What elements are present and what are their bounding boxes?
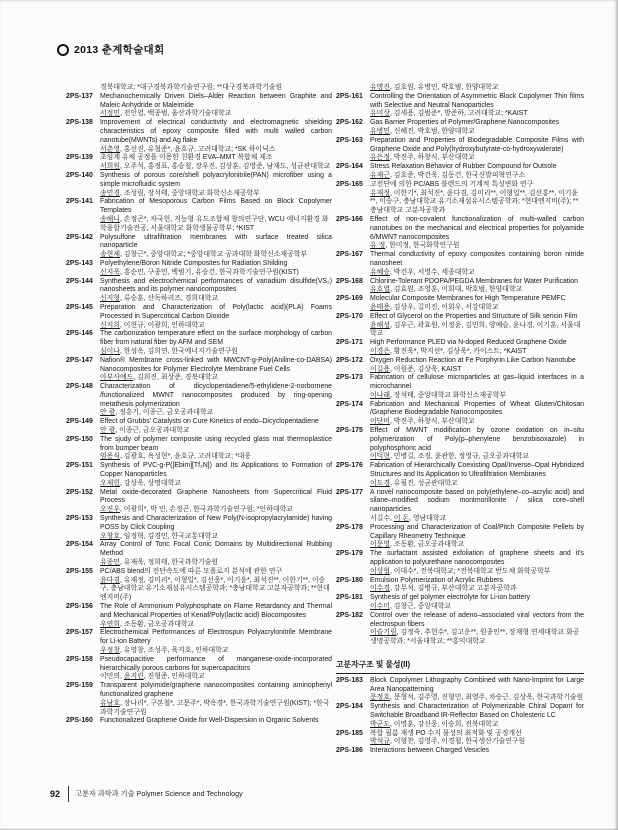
program-entry [66, 84, 332, 93]
entry-title: Nafion® Membrane cross-linked with MWCNT-g-Poly(Aniline-co-DABSA) Nanocomposites for Polymer Electrolyte Membrane Fuel Cells [100, 356, 332, 373]
program-entry [66, 330, 332, 356]
entry-code: 2PS-150 [66, 435, 93, 443]
entry-authors: 이문영, 조동환, 금오공과대학교 [370, 541, 465, 549]
entry-title: Fabrication and Mechanical Properties of Wheat Gluten/Chitosan /Graphene Biodegradable Nanocomposites [370, 400, 584, 417]
entry-code: 2PS-147 [66, 356, 93, 364]
entry-body [370, 137, 584, 163]
entry-title: Synthesis of PVC-g-P([Ebim][Tf₂N]) and Its Applications to Formation of Copper Nanoparticles [100, 462, 332, 479]
journal-title: 고분자 과학과 기술 Polymer Science and Technology [75, 789, 243, 798]
entry-code: 2PS-166 [336, 215, 363, 223]
entry-title: 고전단에 의한 PC/ABS 블렌드의 기계적 특성변화 연구 [370, 180, 534, 188]
entry-body [370, 181, 584, 216]
entry-body [100, 154, 332, 172]
program-column-right [336, 84, 584, 756]
section-title: 고분자구조 및 물성(II) [336, 660, 411, 669]
entry-authors: 윤해성, 김우근, 곽효원, 이정윤, 김민희, 양예슬, 윤나경, 이기훈, 서울대학교 [370, 321, 581, 338]
entry-body [100, 84, 332, 93]
entry-authors: 오진우, 이광희*, 박 민, 손정곤, 한국과학기술연구원; *인하대학교 [100, 506, 293, 514]
program-entry [336, 163, 584, 181]
program-entry [336, 251, 584, 277]
entry-body [100, 330, 332, 356]
program-entry [66, 234, 332, 260]
entry-body [370, 295, 584, 313]
entry-title: Array Control of Toric Focal Conic Domains by Multidirectional Rubbing Method [100, 541, 332, 558]
entry-code: 2PS-160 [66, 717, 93, 725]
entry-title: Synthesis of porous core/shell polyacrylonitrile(PAN) microfiber using a simple microfluidic system [100, 171, 332, 188]
entry-title: Synthesis of gel polymer electrolyte for Li-ion battery [370, 594, 531, 602]
entry-code: 2PS-168 [336, 277, 363, 285]
entry-authors: 엄용식, 김광호, 옥성현*, 윤호규, 고려대학교; *대웅 [100, 453, 251, 461]
entry-body [370, 612, 584, 647]
entry-body [370, 462, 584, 488]
entry-code: 2PS-183 [336, 676, 363, 684]
entry-body [370, 374, 584, 400]
entry-body [370, 427, 584, 462]
program-entry [336, 181, 584, 216]
entry-code: 2PS-174 [336, 400, 363, 408]
entry-authors: 유은정, 박진주, 하창식, 부산대학교 [370, 154, 475, 162]
entry-body [100, 603, 332, 629]
entry-title: Fabrication of cellulose microparticles at gas–liquid interfaces in a microchannel [370, 374, 584, 391]
entry-code: 2PS-146 [66, 330, 93, 338]
entry-authors: 안 광, 정흥기, 이종근, 금오공과대학교 [100, 409, 214, 417]
entry-code: 2PS-185 [336, 729, 363, 737]
entry-authors: 송민경, 조성림, 장석태, 중앙대학교 화학신소재공학부 [100, 189, 260, 197]
entry-authors: 우정창, 유영창, 조성주, 육지호, 인하대학교 [100, 647, 229, 654]
entry-body [370, 747, 584, 756]
entry-title: The sjudy of polymer composite using recycled glass mat thermoplastice from bumper beam [100, 435, 332, 452]
entry-title: Controlling the Orientation of Asymmetric Block Copolymer Thin films with Selective and Neutral Nanoparticles [370, 92, 584, 109]
entry-title: 복합 필름 재생 PO 수지 물성의 최적화 및 공정개선 [370, 729, 522, 737]
entry-title: Control over the release of adeno–associated viral vectors from the electrospun fibers [370, 611, 584, 628]
entry-authors: 오제헌, 강상욱, 상명대학교 [100, 479, 181, 487]
entry-authors: 심이나, 한성옥, 김희연, 한국에너지기술연구원 [100, 347, 238, 355]
program-entry [66, 304, 332, 330]
entry-title: Effect of MWNT modification by ozone oxidation on in–situ polymerization of Poly(p–phenylene benzobisoxazole) in polyphosphoric acid [370, 427, 584, 452]
entry-title: The carbonization temperature effect on the surface morphology of carbon fiber from natural fiber by AFM and SEM [100, 330, 332, 347]
program-entry [336, 427, 584, 462]
entry-code: 2PS-164 [336, 163, 363, 171]
conference-bullet-icon [57, 44, 69, 56]
entry-authors: 서희원, 오주석, 홍정표, 홍승철, 장우진, 김상훈, 김영준, 남재도, 성균관대학교 [100, 163, 331, 171]
entry-authors: 이덕현, 민병길, 조징, 윤관한, 정영규, 금오공과대학교 [370, 453, 529, 461]
program-entry [336, 612, 584, 647]
program-entry [66, 682, 332, 717]
entry-authors: 유 정, 한미정, 한국화학연구원 [370, 242, 460, 250]
entry-authors: 유혜승, 박건우, 서영수, 세종대학교 [370, 268, 475, 276]
entry-title: High Performance PLED via N-doped Reduced Graphene Oxide [370, 339, 567, 347]
entry-authors: 신지형, 류승훈, 산독하리즈, 경희대학교 [100, 295, 218, 303]
entry-code: 2PS-180 [336, 576, 363, 584]
entry-title: Characterization of dicyclopentadiene/5-ethylidene-2-norbornene /functionalized MWNT nanocomposites produced by ring-opening metathesis polymerization [100, 383, 332, 408]
entry-body [370, 524, 584, 550]
program-column-left [66, 84, 332, 726]
program-entry [66, 515, 332, 541]
program-entry [336, 489, 584, 524]
entry-authors: 송현제, 김창근*, 중앙대학교; *중앙대학교 공과대학 화학신소재공학부 [100, 251, 308, 259]
footer-divider [68, 786, 69, 802]
entry-title: The surfactant assisted exfoliation of graphene sheets and it's application to polyurethane nanocomposites [370, 550, 584, 567]
entry-body [100, 304, 332, 330]
entry-authors: 유명진, 김호원, 유병민, 박호범, 한양대학교 [370, 84, 499, 91]
entry-code: 2PS-171 [336, 339, 363, 347]
entry-title: Synthesis and electrochemical performances of vanadium disulfide(VS₂) nanosheets and its polymer nanocomposites [100, 277, 332, 294]
program-entry [336, 137, 584, 163]
entry-code: 2PS-151 [66, 462, 93, 470]
entry-code: 2PS-165 [336, 180, 363, 188]
entry-title: Fabrication of Hierarchically Coexisting Opal/Inverse–Opal Hybridized Structures and Its Application to Ultrafiltration Membranes [370, 462, 584, 479]
program-entry [336, 374, 584, 400]
program-entry [336, 357, 584, 375]
entry-authors: 이단비, 박진주, 하창식, 부산대학교 [370, 418, 475, 426]
entry-title: Stress Relaxation Behavior of Rubber Compound for Outsole [370, 163, 557, 171]
entry-body [370, 313, 584, 339]
entry-code: 2PS-186 [336, 747, 363, 755]
entry-body [100, 629, 332, 655]
program-entry [336, 313, 584, 339]
entry-title: Interactions between Charged Vesicles [370, 747, 490, 755]
program-entry [336, 703, 584, 729]
entry-body [370, 703, 584, 729]
entry-code: 2PS-172 [336, 356, 363, 364]
entry-title: Functionalized Graphene Oxide for Well-Dispersion in Organic Solvents [100, 717, 319, 725]
entry-code: 2PS-154 [66, 541, 93, 549]
entry-code: 2PS-138 [66, 119, 93, 127]
program-entry [336, 401, 584, 427]
entry-title: The Role of Ammonium Polyphosphate on Flame Retardancy and Thermal and Mechanical Properties of Kenaf/Poly(lactic acid) Biocomposites [100, 603, 332, 619]
program-entry [336, 84, 584, 93]
program-entry [336, 524, 584, 550]
entry-title: Effect of non-covalent functionalization of multi-walled carbon nanotubes on the mechanical and electrical properties for polyamide 6/MWNT nanocomposites [370, 215, 584, 241]
program-entry [66, 436, 332, 462]
program-entry [336, 216, 584, 251]
entry-code: 2PS-173 [336, 374, 363, 382]
entry-code: 2PS-140 [66, 171, 93, 179]
entry-body [100, 489, 332, 515]
entry-title: Synthesis and Characterization of Polymerizable Chiral Dopant for Switchable Broadband IR-Reflector Based on Cholesteric LC [370, 703, 584, 719]
entry-title: Improvement of electrical conductivity and electromagnetic shielding characteristics of epoxy composite filled with multi walled carbon nanotube(MWNTs) and Ag flake [100, 119, 332, 144]
entry-code: 2PS-163 [336, 136, 363, 144]
entry-authors: 유병민, 신혜진, 박호범, 한양대학교 [370, 127, 475, 135]
program-entry [66, 278, 332, 304]
entry-code: 2PS-148 [66, 383, 93, 391]
entry-body [100, 541, 332, 567]
program-entry [336, 119, 584, 137]
entry-code: 2PS-179 [336, 550, 363, 558]
program-entry [66, 489, 332, 515]
page-footer [50, 786, 243, 802]
entry-title: Electrochemical Performances of Electrospun Polyacrylonitrile Membrane for Li-ion Battery [100, 629, 332, 646]
entry-authors: 윤태용, 김상우, 길미진, 이회우, 서강대학교 [370, 303, 499, 311]
entry-code: 2PS-156 [66, 603, 93, 611]
entry-authors: 박군도, 이명훈, 강신웅, 이승희, 전북대학교 [370, 720, 499, 728]
entry-authors: 유재정, 이한기*, 최석진*, 윤다겸, 김미리**, 이형일**, 김선홍**, 이기윤**, 이승구, 충남대학교 유기소재섬유시스템공학과; *현대엔지비(주); **충남대학교 고분자공학과 [370, 189, 579, 215]
entry-authors: 신지욱, 홍순민, 구종민, 백범기, 유승건, 한국과학기술연구원(KIST) [100, 268, 299, 276]
entry-code: 2PS-155 [66, 567, 93, 575]
entry-title: Polysulfone ultrafiltration membranes with surface treated silica nanoparticle [100, 233, 332, 250]
entry-code: 2PS-169 [336, 295, 363, 303]
entry-body [370, 339, 584, 357]
program-entry [66, 603, 332, 629]
entry-authors: 유미상, 김세용, 김범준*, 방준하, 고려대학교; *KAIST [370, 110, 528, 118]
entry-authors: 이길용, 이원준, 김상욱, KAIST [370, 365, 462, 373]
entry-code: 2PS-144 [66, 277, 93, 285]
entry-body [370, 594, 584, 612]
entry-authors: 이상협, 이대수*, 전북대학교; *전북대학교 반도체 화학공학부 [370, 567, 551, 575]
entry-code: 2PS-159 [66, 682, 93, 690]
entry-title: Metal oxide-decorated Graphene Nanosheets from Supercritical Fluid Process [100, 488, 332, 505]
entry-body [370, 550, 584, 576]
program-entry [336, 730, 584, 748]
entry-body [100, 172, 332, 198]
program-entry [66, 357, 332, 383]
entry-body [100, 119, 332, 154]
page-title: 2013 춘계학술대회 [74, 44, 165, 56]
entry-body [370, 163, 584, 181]
entry-body [370, 216, 584, 251]
entry-title: Effect of Grubbs' Catalysts on Cure Kinetics of endo–Dicyclopentadiene [100, 418, 319, 426]
entry-authors: 송해니, 손정곤*, 차국헌, 지능형 유도조합체 창의연구단, WCU 에너지환경 화학융합기술전공, 서울대학교 화학생물공학부; *KIST [100, 215, 329, 232]
entry-code: 2PS-167 [336, 251, 363, 259]
entry-title: Emulsion Polymerization of Acrylic Rubbers [370, 576, 503, 584]
entry-title: 초임계 유체 공정을 이용한 친환경 EVA–MMT 복합체 제조 [100, 154, 273, 162]
program-entry [336, 594, 584, 612]
entry-body [100, 93, 332, 119]
program-entry [66, 154, 332, 172]
entry-authors: 안 광, 이종근, 금오공과대학교 [100, 427, 190, 435]
program-entry [66, 656, 332, 682]
entry-body [100, 436, 332, 462]
entry-code: 2PS-139 [66, 154, 93, 162]
program-entry [336, 93, 584, 119]
entry-body [100, 260, 332, 278]
entry-title: Fabrication of Mesoporous Carbon Films Based on Block Copolymer Templates [100, 198, 332, 215]
entry-body [370, 677, 584, 703]
program-entry [66, 172, 332, 198]
entry-title: Preparation and Characterization of Poly(lactic acid)(PLA) Foams Processed in Supercritical Carbon Dioxide [100, 303, 332, 320]
entry-title: Molecular Composite Membranes for High Temperature PEMFC [370, 295, 566, 303]
entry-body [370, 577, 584, 595]
entry-body [100, 682, 332, 717]
entry-authors: 이민의, 윤지린, 진형준, 인하대학교 [100, 673, 205, 681]
entry-body [100, 383, 332, 418]
entry-code: 2PS-162 [336, 119, 363, 127]
entry-body [370, 119, 584, 137]
entry-body [100, 357, 332, 383]
entry-body [370, 251, 584, 277]
entry-authors: 문정호, 문형석, 김주영, 진형민, 최영주, 차승근, 김상욱, 한국과학기술원 [370, 694, 584, 702]
program-entry [66, 119, 332, 154]
entry-title: Oxygen Reduction Reaction at Fe Porphyrin Like Carbon Nanotube [370, 356, 576, 364]
entry-code: 2PS-176 [336, 462, 363, 470]
entry-body [100, 198, 332, 233]
program-entry [66, 462, 332, 488]
entry-authors: 신지희, 이현규, 이광희, 인하대학교 [100, 321, 205, 329]
entry-body [100, 568, 332, 603]
entry-authors: 윤다겸, 유재정, 김미리*, 이형일*, 김선웅*, 이기윤*, 최석진**, 이한기**, 이승구, 충남대학교 유기소재섬유시스템공학과; *충남대학교 고분자공학과; **현대엔지비(주) [100, 576, 330, 602]
entry-title: Mechanochemically Driven Diels–Alder Reaction between Graphite and Maleic Anhydride or Maleimide [100, 92, 332, 109]
entry-title: Gas Barrier Properties of Polymer/Graphene Nanocomposites [370, 119, 560, 127]
program-entry [66, 383, 332, 418]
program-entry [66, 568, 332, 603]
entry-body [370, 93, 584, 119]
program-entry [336, 339, 584, 357]
entry-body [100, 418, 332, 436]
entry-authors: 서춘영, 홍선진, 유철준*, 윤호규, 고려대학교; *SK 하이닉스 [100, 145, 276, 153]
program-entry [336, 278, 584, 296]
entry-authors: 이수경, 강무석, 김병규, 부산대학교 고분자공학과 [370, 585, 517, 593]
entry-body [100, 278, 332, 304]
page-header [57, 42, 164, 57]
program-entry [336, 295, 584, 313]
entry-title: Chlorine-Tolerant PDOPA/PEGDA Membranes for Water Purification [370, 277, 578, 285]
entry-code: 2PS-184 [336, 703, 363, 711]
entry-body [100, 717, 332, 726]
program-entry [66, 541, 332, 567]
entry-code: 2PS-145 [66, 303, 93, 311]
page-number: 92 [50, 789, 61, 799]
entry-authors: 유재근, 김호준, 박건욱, 김동건, 한국신발피혁연구소 [370, 171, 526, 179]
entry-code: 2PS-178 [336, 523, 363, 531]
entry-code: 2PS-153 [66, 515, 93, 523]
entry-authors: 오창호, 임정혁, 김경민, 한국교통대학교 [100, 532, 218, 540]
program-entry [336, 677, 584, 703]
entry-title: Synthesis and Characterization of New Poly(N-isopropylacrylamide) having POSS by Click Coupling [100, 515, 332, 531]
entry-authors: 이경은, 황진욱*, 박지선*, 김상욱*, 카이스트; *KAIST [370, 347, 527, 355]
entry-authors: 이슬기림, 김정숙, 추헌수*, 김고운**, 원종인**, 장재형 연세대학교 화공생명공학과; *서울대학교; **홍익대학교 [370, 629, 580, 646]
program-entry [336, 577, 584, 595]
entry-body [370, 278, 584, 296]
entry-body [370, 489, 584, 524]
entry-title: Block Copolymer Lithography Combined with Nano-Imprint for Large Area Nanopatterning [370, 676, 584, 693]
entry-code: 2PS-137 [66, 92, 93, 100]
program-entry [66, 629, 332, 655]
program-entry [336, 462, 584, 488]
section-header [336, 661, 584, 674]
entry-body [100, 656, 332, 682]
entry-title: Polyethylene/Boron Nitride Composites for Radiation Shilding [100, 259, 288, 267]
entry-authors: 이도경, 유필진, 성균관대학교 [370, 479, 458, 487]
entry-code: 2PS-170 [336, 312, 363, 320]
entry-body [370, 84, 584, 93]
entry-body [100, 462, 332, 488]
program-entry [66, 93, 332, 119]
entry-title: A novel nanocomposite based on poly(ethylene–co–acrylic acid) and silane–modified sodium montmorillonite / silica core–shell nanoparticles [370, 488, 584, 514]
entry-title: Processing and Characterization of Coal/Pitch Composite Pellets by Capillary Rheometry Technique [370, 523, 584, 540]
entry-title: Pseudocapacitive performance of manganese-oxide-incorporated hierarchically porous carbons for supercapacitors [100, 655, 332, 672]
entry-code: 2PS-143 [66, 259, 93, 267]
entry-code: 2PS-158 [66, 655, 93, 663]
entry-body [100, 515, 332, 541]
entry-code: 2PS-161 [336, 92, 363, 100]
program-entry [66, 418, 332, 436]
entry-code: 2PS-149 [66, 418, 93, 426]
entry-authors: 유호열, 김효원, 조영훈, 이회대, 박호범, 한양대학교 [370, 286, 523, 294]
entry-body [370, 401, 584, 427]
program-entry [336, 550, 584, 576]
entry-authors: 박석규, 이형찬, 김영주, 이경철, 한국생산기술연구원 [370, 738, 526, 746]
entry-title: PC/ABS blend의 전단속도에 따른 모폴로지 분석에 관한 연구 [100, 567, 283, 575]
entry-title: Effect of Glycerol on the Properties and Structure of Silk sericin Film [370, 312, 578, 320]
entry-code: 2PS-177 [336, 488, 363, 496]
program-entry [66, 260, 332, 278]
entry-code: 2PS-141 [66, 198, 93, 206]
program-entry [66, 198, 332, 233]
entry-code: 2PS-182 [336, 611, 363, 619]
program-entry [66, 717, 332, 726]
entry-authors: 이수미, 김창근, 중앙대학교 [370, 603, 451, 611]
entry-code: 2PS-157 [66, 629, 93, 637]
entry-title: Thermal conductivity of epoxy composites containing boron nitride nanosheet [370, 251, 584, 267]
entry-authors: 서길수, 이 돈, 영남대학교 [370, 515, 447, 523]
entry-authors: 경북대학교; *대구경북과학기술연구원; **대구경북과학기술원 [100, 84, 283, 91]
entry-title: Preparation and Properties of Biodegradable Composite Films with Graphene Oxide and Poly(hydroxybutyrate-co-hydroxyvalerate) [370, 136, 584, 153]
entry-authors: 이나래, 장석태, 중앙대학교 화학신소재공학부 [370, 391, 507, 399]
entry-title: Transparent polyimide/graphene nanocomposites containing aminophenyl functionalized graphene [100, 682, 332, 698]
entry-body [370, 357, 584, 375]
entry-body [370, 730, 584, 748]
entry-authors: 서정민, 전인엽, 백종범, 울산과학기술대학교 [100, 110, 232, 118]
entry-authors: 유남호, 장나리*, 구본철*, 고문주*, 박옥경*, 한국과학기술연구원(KIST); *한국과학기술연구원 [100, 699, 330, 716]
entry-code: 2PS-175 [336, 427, 363, 435]
entry-code: 2PS-181 [336, 594, 363, 602]
entry-code: 2PS-152 [66, 488, 93, 496]
entry-authors: 우연희, 조동환, 금오공과대학교 [100, 620, 195, 628]
entry-authors: 유종민, 유재욱, 정희태, 한국과학기술원 [100, 559, 218, 567]
entry-authors: 아부사예드, 김희진, 최상준, 경북대학교 [100, 374, 218, 382]
entry-code: 2PS-142 [66, 233, 93, 241]
entry-body [100, 234, 332, 260]
program-entry [336, 747, 584, 756]
